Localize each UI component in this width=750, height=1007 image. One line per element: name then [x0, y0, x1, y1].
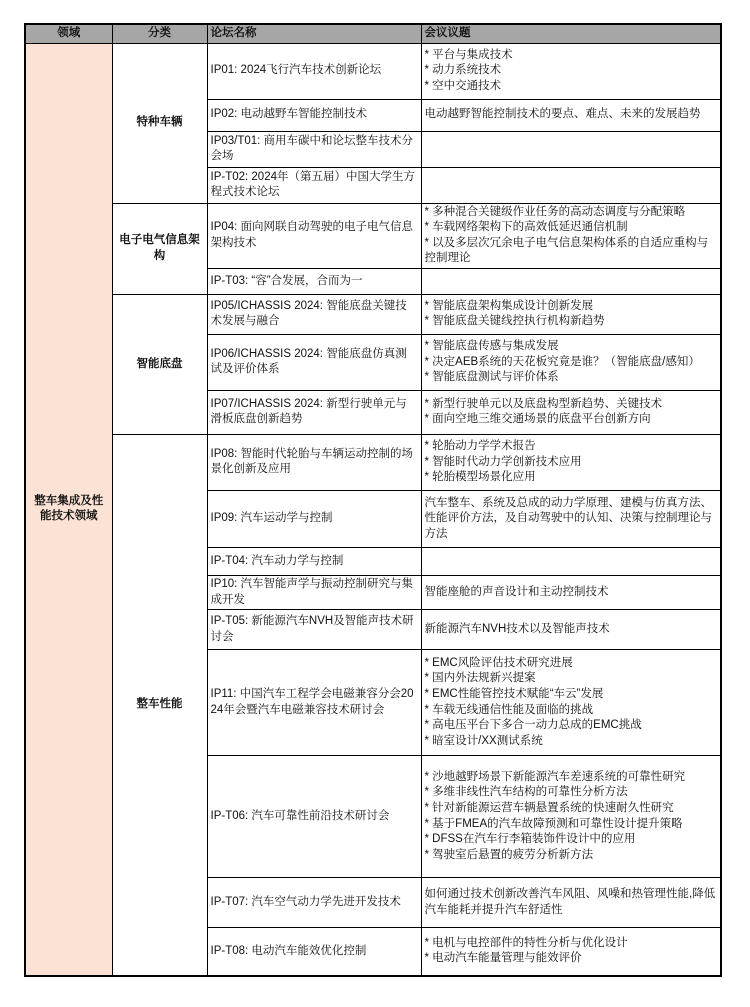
topic-item: * 暗室设计/XX测试系统	[424, 734, 543, 747]
forum-name: IP05/ICHASSIS 2024: 智能底盘关键技术发展与融合	[207, 294, 421, 334]
forum-topics	[421, 547, 721, 575]
forum-topics	[421, 928, 721, 976]
forum-topics	[421, 490, 721, 547]
forum-name: IP-T04: 汽车动力学与控制	[207, 547, 421, 575]
topic-item: * 电动汽车能量管理与能效评价	[424, 952, 582, 965]
forum-name: IP07/ICHASSIS 2024: 新型行驶单元与滑板底盘创新趋势	[207, 390, 421, 434]
topic-item: * 决定AEB系统的天花板究竟是谁？（智能底盘/感知）	[424, 355, 700, 368]
topic-item: * 智能时代动力学创新技术应用	[424, 455, 582, 468]
topic-item: * DFSS在汽车行李箱装饰件设计中的应用	[424, 833, 636, 846]
forum-topics	[421, 167, 721, 203]
header-topics: 会议议题	[421, 24, 721, 43]
topic-item: * 驾驶室后悬置的疲劳分析新方法	[424, 848, 594, 861]
forum-name: IP-T05: 新能源汽车NVH及智能声技术研讨会	[207, 610, 421, 650]
forum-topics	[421, 334, 721, 390]
forum-name: IP-T06: 汽车可靠性前沿技术研讨会	[207, 756, 421, 878]
table-row	[25, 203, 721, 268]
forum-topics	[421, 99, 721, 131]
forum-topics	[421, 131, 721, 167]
forum-topics	[421, 878, 721, 928]
forum-name: IP-T03: “容”合发展，合而为一	[207, 268, 421, 294]
topic-item: * 新型行驶单元以及底盘构型新趋势、关键技术	[424, 397, 663, 410]
topic-item: * 智能底盘架构集成设计创新发展	[424, 299, 594, 312]
forum-name: IP11: 中国汽车工程学会电磁兼容分会2024年会暨汽车电磁兼容技术研讨会	[207, 650, 421, 756]
topic-item: * EMC性能管控技术赋能“车云”发展	[424, 688, 604, 701]
forum-name: IP02: 电动越野车智能控制技术	[207, 99, 421, 131]
topic-item: * 智能底盘传感与集成发展	[424, 340, 559, 353]
category-chassis: 智能底盘	[112, 294, 207, 434]
forum-name: IP09: 汽车运动学与控制	[207, 490, 421, 547]
topic-item: * EMC风险评估技术研究进展	[424, 656, 573, 669]
forum-topics	[421, 575, 721, 609]
topic-item: * 基于FMEA的汽车故障预测和可靠性设计提升策略	[424, 817, 683, 830]
agenda-table	[24, 23, 722, 977]
forum-name: IP-T07: 汽车空气动力学先进开发技术	[207, 878, 421, 928]
forum-topics	[421, 610, 721, 650]
category-perf: 整车性能	[112, 434, 207, 975]
topic-item: * 沙地越野场景下新能源汽车差速系统的可靠性研究	[424, 770, 686, 783]
topic-item: * 高电压平台下多合一动力总成的EMC挑战	[424, 719, 642, 732]
forum-name: IP03/T01: 商用车碳中和论坛整车技术分会场	[207, 131, 421, 167]
topic-item: * 平台与集成技术	[424, 48, 513, 61]
topic-item: 如何通过技术创新改善汽车风阻、风噪和热管理性能,降低汽车能耗并提升汽车舒适性	[424, 888, 716, 916]
forum-topics	[421, 650, 721, 756]
topic-item: * 动力系统技术	[424, 64, 502, 77]
topic-item: * 以及多层次冗余电子电气信息架构体系的自适应重构与控制理论	[424, 236, 709, 265]
header-domain: 领域	[25, 24, 112, 43]
topic-item: * 多种混合关键级作业任务的高动态调度与分配策略	[424, 205, 686, 218]
forum-name: IP06/ICHASSIS 2024: 智能底盘仿真测试及评价体系	[207, 334, 421, 390]
topic-item: * 面向空地三维交通场景的底盘平台创新方向	[424, 413, 651, 426]
forum-topics	[421, 434, 721, 490]
topic-item: * 轮胎模型场景化应用	[424, 471, 536, 484]
topic-item: * 电机与电控部件的特性分析与优化设计	[424, 936, 628, 949]
topic-item: * 针对新能源运营车辆悬置系统的快速耐久性研究	[424, 802, 674, 815]
topic-item: 智能座舱的声音设计和主动控制技术	[424, 585, 609, 598]
table-row	[25, 294, 721, 334]
forum-topics	[421, 756, 721, 878]
topic-item: 新能源汽车NVH技术以及智能声技术	[424, 622, 610, 635]
forum-name: IP08: 智能时代轮胎与车辆运动控制的场景化创新及应用	[207, 434, 421, 490]
topic-item: * 智能底盘关键线控执行机构新趋势	[424, 315, 605, 328]
domain-cell: 整车集成及性能技术领域	[25, 43, 112, 976]
category-special: 特种车辆	[112, 43, 207, 203]
table-row	[25, 434, 721, 490]
topic-item: * 轮胎动力学学术报告	[424, 440, 536, 453]
category-ee: 电子电气信息架构	[112, 203, 207, 294]
forum-name: IP10: 汽车智能声学与振动控制研究与集成开发	[207, 575, 421, 609]
topic-item: * 车载网络架构下的高效低延迟通信机制	[424, 221, 628, 234]
topic-item: 汽车整车、系统及总成的动力学原理、建模与仿真方法、性能评价方法，及自动驾驶中的认知、决策与控制理论与方法	[424, 496, 712, 540]
topic-item: * 车载无线通信性能及面临的挑战	[424, 703, 594, 716]
topic-item: * 国内外法规新兴提案	[424, 672, 536, 685]
forum-topics	[421, 43, 721, 99]
forum-topics	[421, 203, 721, 268]
topic-item: * 多维非线性汽车结构的可靠性分析方法	[424, 786, 628, 799]
topic-item: * 智能底盘测试与评价体系	[424, 371, 559, 384]
header-category: 分类	[112, 24, 207, 43]
topic-item: * 空中交通技术	[424, 79, 502, 92]
forum-name: IP-T02: 2024年（第五届）中国大学生方程式技术论坛	[207, 167, 421, 203]
header-forum-name: 论坛名称	[207, 24, 421, 43]
topic-item: 电动越野智能控制技术的要点、难点、未来的发展趋势	[424, 108, 701, 121]
forum-topics	[421, 294, 721, 334]
forum-name: IP01: 2024飞行汽车技术创新论坛	[207, 43, 421, 99]
forum-topics	[421, 390, 721, 434]
header-row	[25, 24, 721, 43]
table-row	[25, 43, 721, 99]
forum-name: IP-T08: 电动汽车能效优化控制	[207, 928, 421, 976]
forum-topics	[421, 268, 721, 294]
forum-name: IP04: 面向网联自动驾驶的电子电气信息架构技术	[207, 203, 421, 268]
